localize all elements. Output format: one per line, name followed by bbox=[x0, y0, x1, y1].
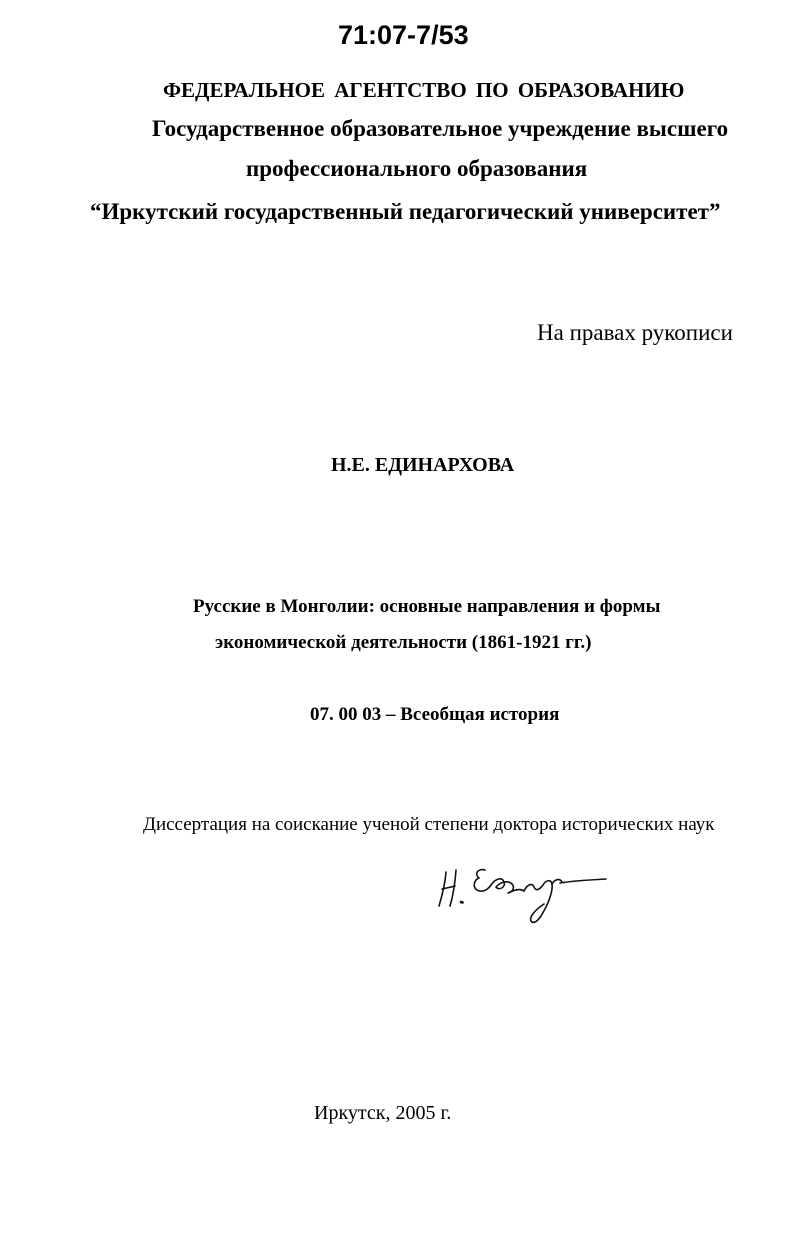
degree-statement: Диссертация на соискание ученой степени доктора исторических наук bbox=[143, 814, 715, 835]
agency-name: ФЕДЕРАЛЬНОЕ АГЕНТСТВО ПО ОБРАЗОВАНИЮ bbox=[163, 78, 685, 102]
dissertation-title-line-1: Русские в Монголии: основные направления и формы bbox=[193, 596, 661, 617]
institution-line-2: профессионального образования bbox=[246, 156, 588, 181]
institution-line-3: “Иркутский государственный педагогический университет” bbox=[90, 199, 721, 224]
specialty-code: 07. 00 03 – Всеобщая история bbox=[310, 704, 560, 725]
handwritten-signature bbox=[436, 858, 611, 930]
dissertation-title-line-2: экономической деятельности (1861-1921 гг.) bbox=[215, 632, 592, 653]
catalog-number: 71:07-7/53 bbox=[338, 20, 469, 50]
author-name: Н.Е. ЕДИНАРХОВА bbox=[331, 454, 515, 476]
institution-line-1: Государственное образовательное учреждение высшего bbox=[152, 116, 729, 141]
manuscript-rights-note: На правах рукописи bbox=[537, 320, 733, 345]
city-and-year: Иркутск, 2005 г. bbox=[314, 1102, 452, 1124]
